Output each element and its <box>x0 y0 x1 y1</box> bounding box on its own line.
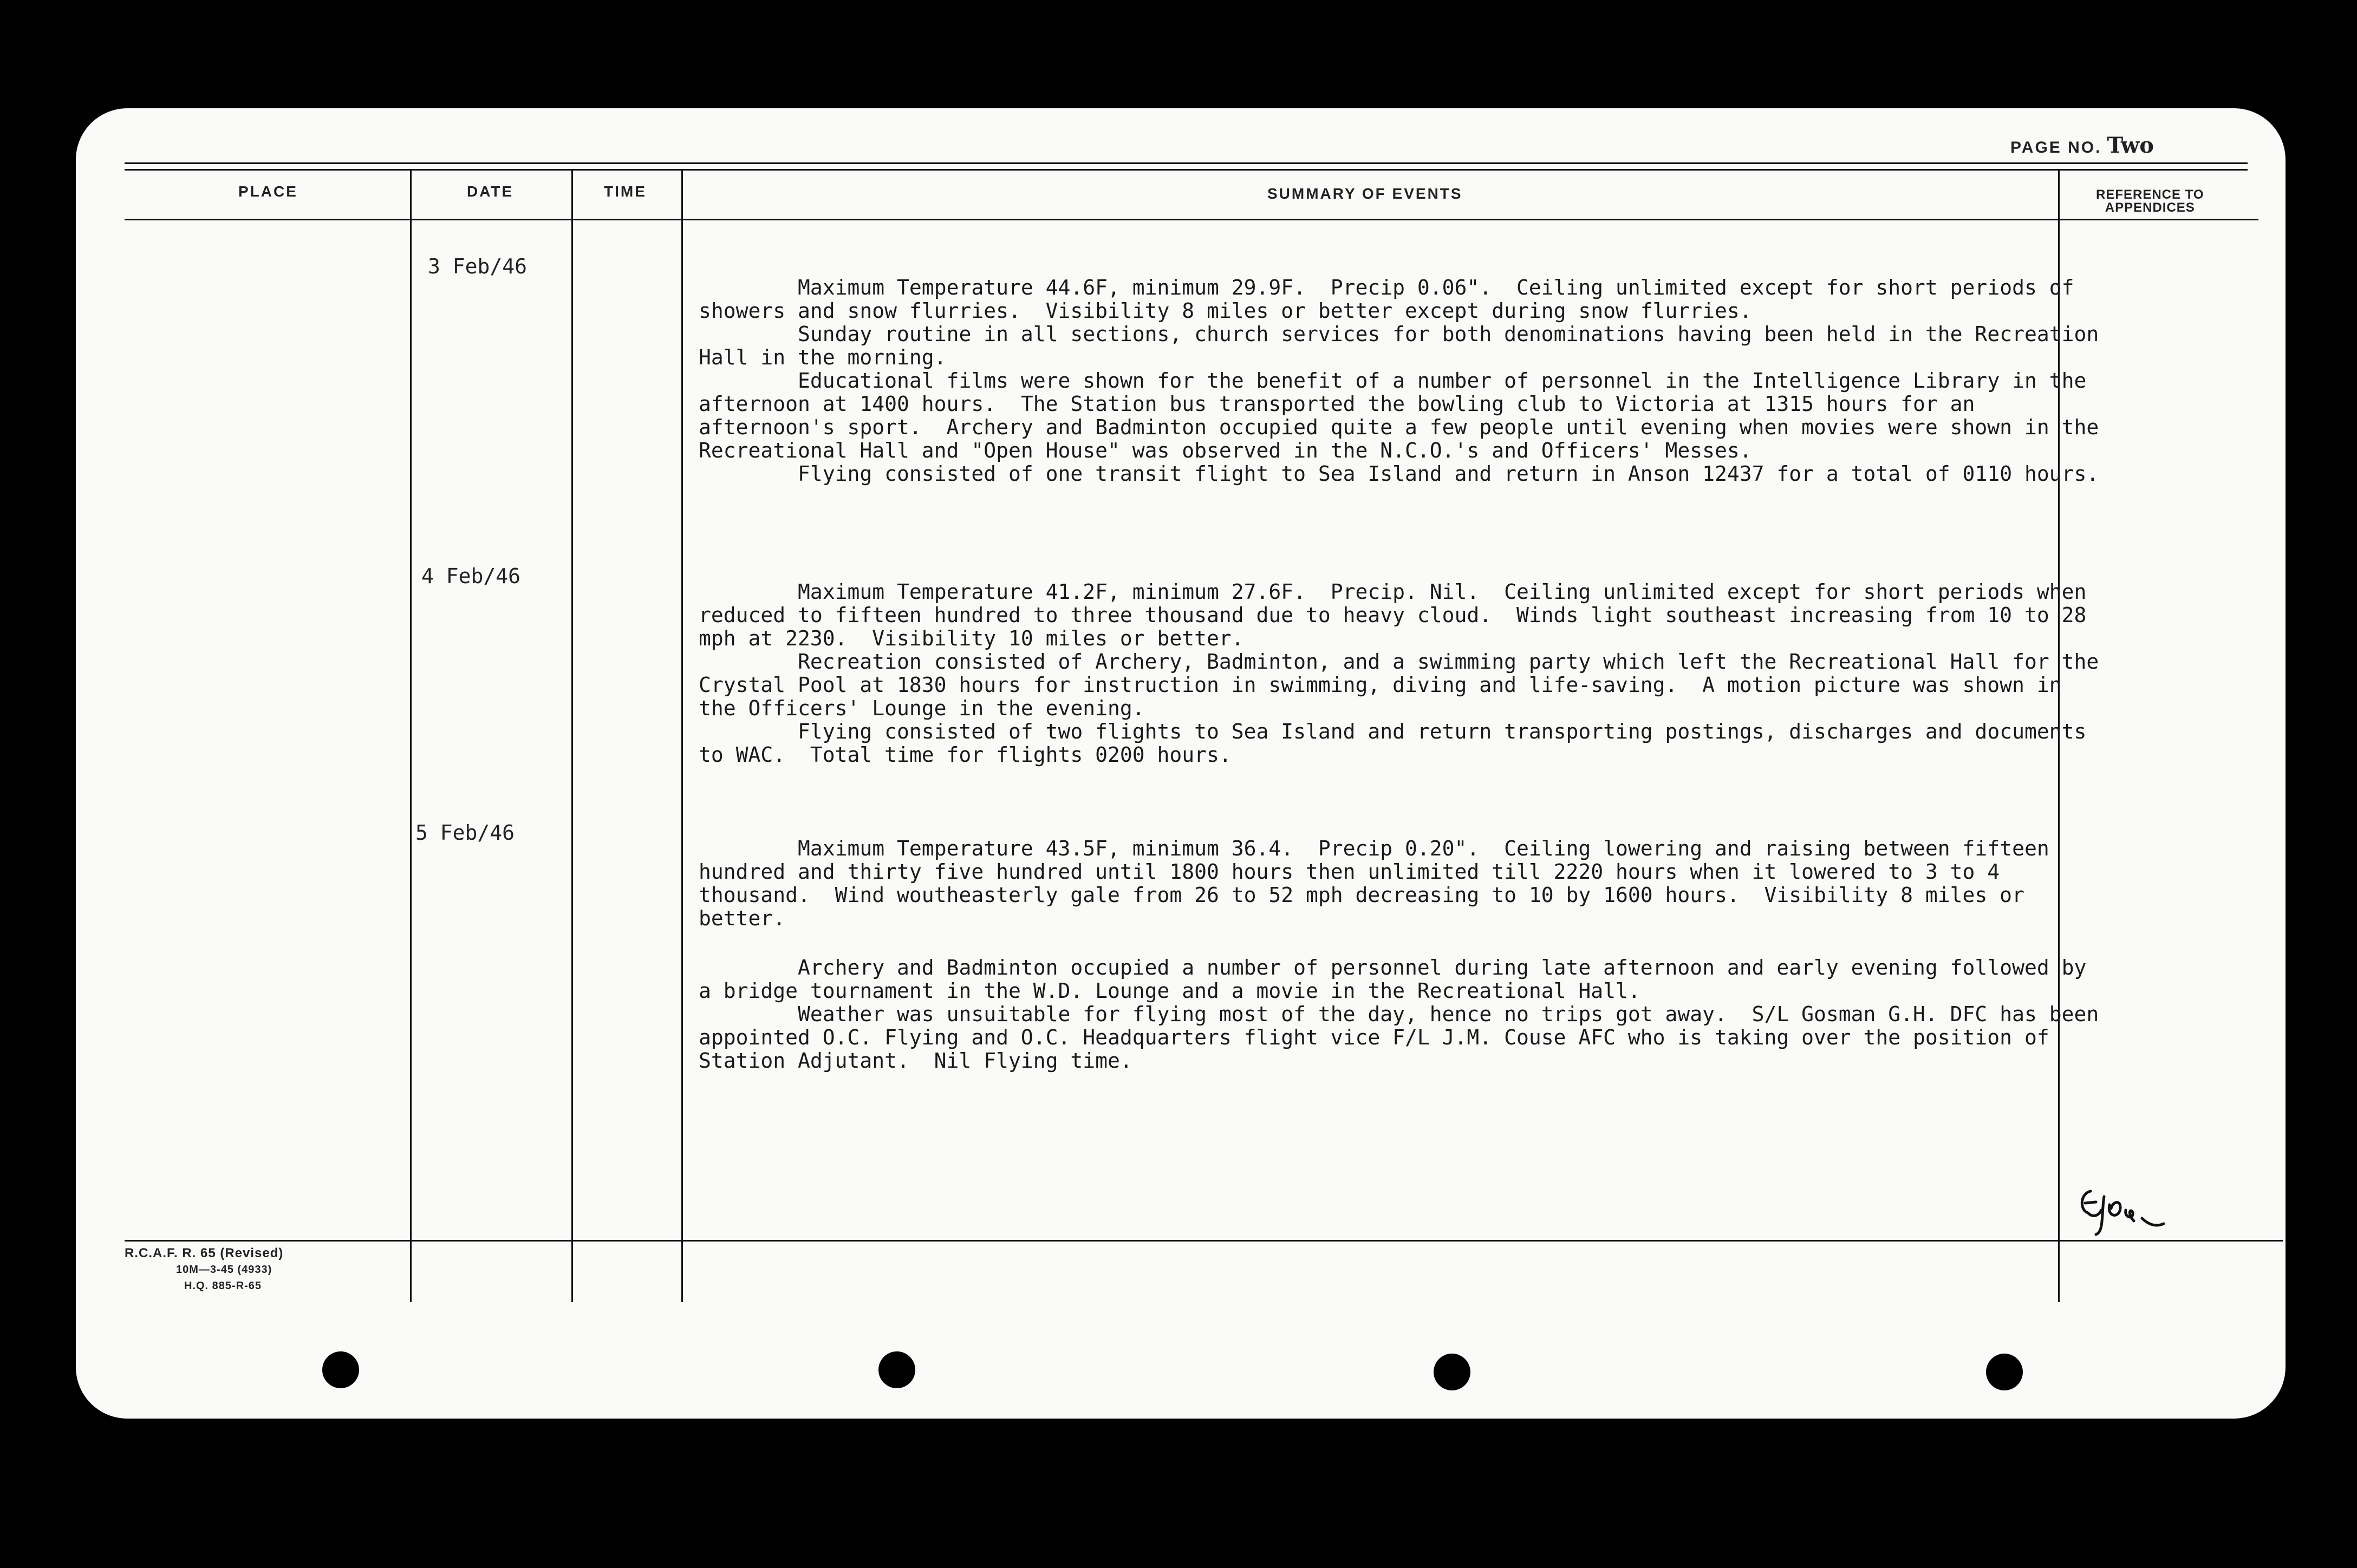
page-number-label: PAGE NO. <box>2010 139 2102 156</box>
top-rule-inner <box>125 169 2248 171</box>
handwritten-initials <box>2074 1180 2166 1240</box>
column-header-reference-line1: REFERENCE TO <box>2096 187 2204 202</box>
column-header-reference-line2: APPENDICES <box>2105 200 2195 215</box>
column-header-time: TIME <box>604 183 647 200</box>
entry-paragraph: Sunday routine in all sections, church services for both denominations having been held in the Recreation Hall in the morning. <box>699 322 2112 369</box>
entry-date: 3 Feb/46 <box>428 254 528 278</box>
column-header-date: DATE <box>467 183 514 200</box>
entry-date: 4 Feb/46 <box>421 564 521 588</box>
page-number-value: Two <box>2107 133 2154 158</box>
binder-hole <box>878 1351 915 1388</box>
form-identifier <box>125 1245 283 1294</box>
diary-sheet <box>76 108 2286 1419</box>
top-rule <box>125 162 2248 164</box>
binder-hole <box>1434 1354 1470 1390</box>
entry-date: 5 Feb/46 <box>415 821 515 845</box>
entry-paragraph: Maximum Temperature 41.2F, minimum 27.6F. Precip. Nil. Ceiling unlimited except for short periods when reduced to fifteen hundred to three thousand due to heavy cloud. Winds light southeast increasing from 10 to 28 mph at 2230. Visibility 10 miles or better. <box>699 580 2099 650</box>
column-header-summary: SUMMARY OF EVENTS <box>1267 185 1463 202</box>
entry-paragraph: Archery and Badminton occupied a number of personnel during late afternoon and early evening followed by a bridge tournament in the W.D. Lounge and a movie in the Recreational Hall. <box>699 956 2099 1003</box>
form-id-line: R.C.A.F. R. 65 (Revised) <box>125 1246 284 1260</box>
form-id-line: 10M—3-45 (4933) <box>176 1264 272 1276</box>
divider-place-date <box>410 171 412 1302</box>
binder-hole <box>322 1351 359 1388</box>
entry-paragraph: Maximum Temperature 43.5F, minimum 36.4. Precip 0.20". Ceiling lowering and raising between fifteen hundred and thirty five hundred until 1800 hours then unlimited till 2220 hours when it lowered to 3 to 4 thousand. Wind woutheasterly gale from 26 to 52 mph decreasing to 10 by 1600 hours. Visibility 8 miles or better. <box>699 837 2062 930</box>
divider-date-time <box>571 171 573 1302</box>
column-header-reference <box>2096 188 2204 214</box>
column-header-place: PLACE <box>238 183 298 200</box>
header-rule <box>125 219 2258 220</box>
entry-paragraph: Recreation consisted of Archery, Badminton, and a swimming party which left the Recreational Hall for the Crystal Pool at 1830 hours for instruction in swimming, diving and life-saving. A motion picture was shown in the Officers' Lounge in the evening. <box>699 650 2112 720</box>
entry-paragraph: Educational films were shown for the benefit of a number of personnel in the Intelligence Library in the afternoon at 1400 hours. The Station bus transported the bowling club to Victoria at 1315 hours for an afternoon's sport. Archery and Badminton occupied quite a few people until evening when movies were shown in the Recreational Hall and "Open House" was observed in the N.C.O.'s and Officers' Messes. <box>699 369 2112 462</box>
page-number <box>2010 133 2154 158</box>
divider-time-summary <box>681 171 683 1302</box>
entry-paragraph: Maximum Temperature 44.6F, minimum 29.9F. Precip 0.06". Ceiling unlimited except for short periods of showers and snow flurries. Visibility 8 miles or better except during snow flurries. <box>699 276 2087 323</box>
entry-paragraph: Flying consisted of two flights to Sea Island and return transporting postings, discharges and documents to WAC. Total time for flights 0200 hours. <box>699 720 2099 767</box>
form-id-line: H.Q. 885-R-65 <box>184 1280 262 1292</box>
bottom-rule <box>125 1240 2283 1242</box>
entry-paragraph: Flying consisted of one transit flight to Sea Island and return in Anson 12437 for a total of 0110 hours. <box>699 462 2099 486</box>
binder-hole <box>1986 1354 2023 1390</box>
entry-paragraph: Weather was unsuitable for flying most of the day, hence no trips got away. S/L Gosman G.H. DFC has been appointed O.C. Flying and O.C. Headquarters flight vice F/L J.M. Couse AFC who is taking over the position of Station Adjutant. Nil Flying time. <box>699 1002 2112 1073</box>
entry-paragraph <box>699 930 2107 941</box>
